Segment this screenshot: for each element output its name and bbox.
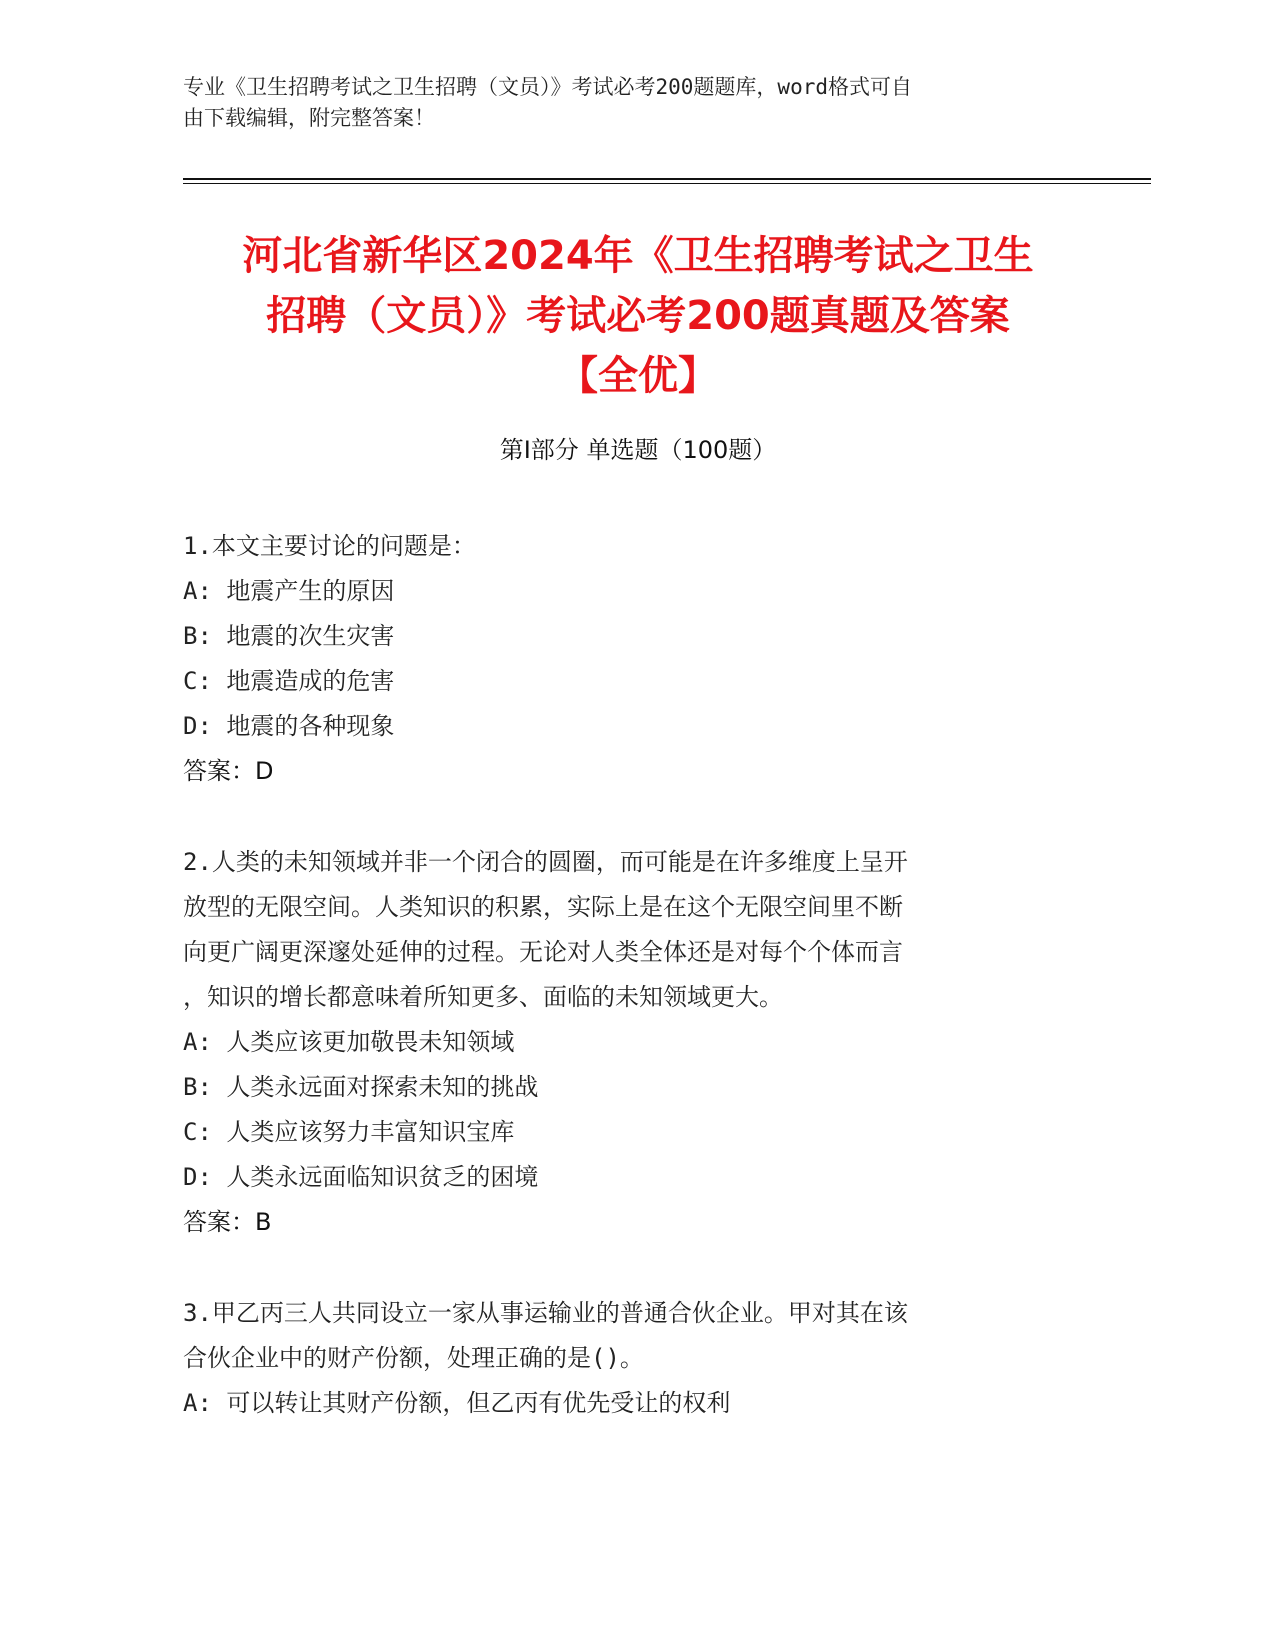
- question-3-option-a: A: 可以转让其财产份额，但乙丙有优先受让的权利: [183, 1389, 731, 1417]
- document-title-line-2: 招聘（文员）》考试必考200题真题及答案: [266, 293, 1010, 339]
- question-stem-line: ，知识的增长都意味着所知更多、面临的未知领域更大。: [183, 983, 783, 1011]
- section-title: 第Ⅰ部分 单选题（100题）: [499, 436, 777, 464]
- question-1-answer: 答案：D: [183, 757, 274, 785]
- question-1-option-c: C: 地震造成的危害: [183, 667, 395, 695]
- question-2-option-b: B: 人类永远面对探索未知的挑战: [183, 1073, 539, 1101]
- question-1-option-b: B: 地震的次生灾害: [183, 622, 395, 650]
- question-stem-line: 3.甲乙丙三人共同设立一家从事运输业的普通合伙企业。甲对其在该: [183, 1299, 908, 1327]
- question-list: [183, 524, 1063, 1472]
- document-title-line-1: 河北省新华区2024年《卫生招聘考试之卫生: [242, 233, 1034, 279]
- question-3-stem: [183, 1291, 1063, 1381]
- question-1-option-a: A: 地震产生的原因: [183, 577, 395, 605]
- header-divider-thin: [183, 183, 1151, 184]
- document-title: [183, 226, 1093, 406]
- question-2-stem: [183, 840, 1063, 1020]
- question-2-answer: 答案：B: [183, 1208, 272, 1236]
- document-title-line-3: 【全优】: [558, 353, 718, 399]
- header-note-line-2: 由下载编辑，附完整答案！: [183, 106, 435, 130]
- question-2-option-d: D: 人类永远面临知识贫乏的困境: [183, 1163, 539, 1191]
- question-1-stem: [183, 524, 1063, 569]
- question-stem-line: 放型的无限空间。人类知识的积累，实际上是在这个无限空间里不断: [183, 893, 903, 921]
- question-stem-line: 向更广阔更深邃处延伸的过程。无论对人类全体还是对每个个体而言: [183, 938, 903, 966]
- header-note: [183, 72, 1063, 134]
- question-3: [183, 1291, 1063, 1426]
- question-1: [183, 524, 1063, 794]
- header-divider-thick: [183, 178, 1151, 180]
- question-stem-line: 2.人类的未知领域并非一个闭合的圆圈，而可能是在许多维度上呈开: [183, 848, 908, 876]
- question-2: [183, 840, 1063, 1245]
- question-stem-line: 1.本文主要讨论的问题是：: [183, 532, 476, 560]
- header-note-line-1: 专业《卫生招聘考试之卫生招聘（文员）》考试必考200题题库，word格式可自: [183, 75, 912, 99]
- question-2-option-a: A: 人类应该更加敬畏未知领域: [183, 1028, 515, 1056]
- question-1-option-d: D: 地震的各种现象: [183, 712, 395, 740]
- question-2-option-c: C: 人类应该努力丰富知识宝库: [183, 1118, 515, 1146]
- question-stem-line: 合伙企业中的财产份额，处理正确的是()。: [183, 1344, 644, 1372]
